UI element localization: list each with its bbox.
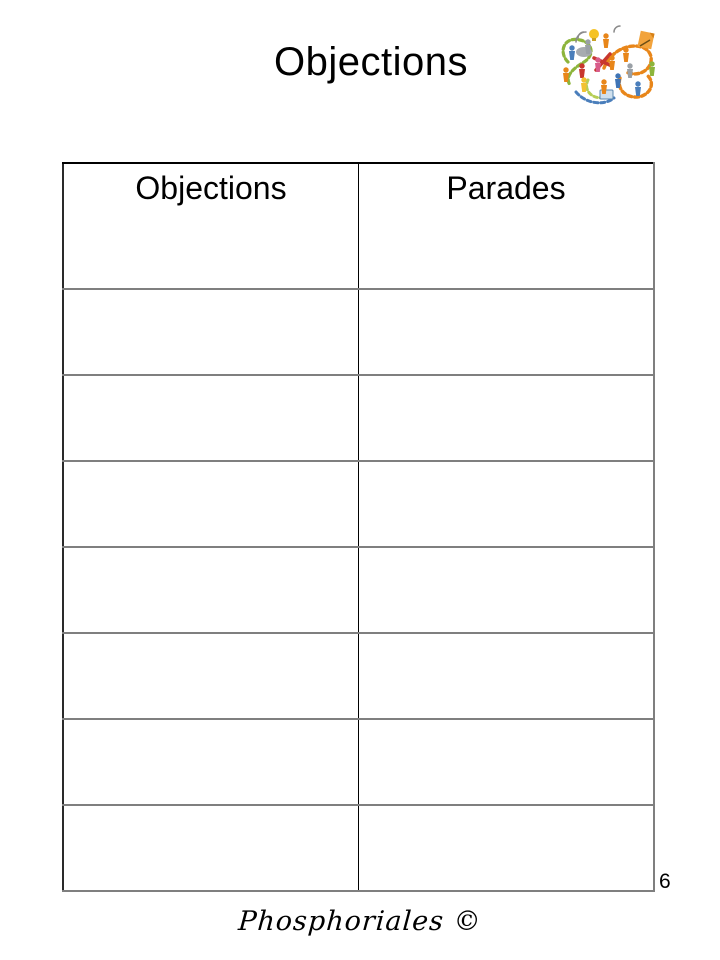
table-header-row bbox=[63, 163, 654, 289]
table-row bbox=[63, 633, 654, 719]
column-header-objections: Objections bbox=[63, 163, 359, 289]
table-cell-empty bbox=[63, 461, 359, 547]
table-row bbox=[63, 719, 654, 805]
table-cell-empty bbox=[63, 633, 359, 719]
table-cell-empty bbox=[359, 805, 655, 891]
table-cell-empty bbox=[359, 719, 655, 805]
people-collaboration-clipart-icon bbox=[554, 22, 662, 114]
column-header-parades: Parades bbox=[359, 163, 655, 289]
table-cell-empty bbox=[359, 375, 655, 461]
table-cell-empty bbox=[63, 805, 359, 891]
footer-brand: Phosphoriales © bbox=[237, 906, 483, 937]
table-row bbox=[63, 461, 654, 547]
table-cell-empty bbox=[63, 719, 359, 805]
table-row bbox=[63, 805, 654, 891]
objections-parades-table bbox=[62, 162, 655, 892]
table-cell-empty bbox=[63, 547, 359, 633]
table-cell-empty bbox=[359, 461, 655, 547]
page-title: Objections bbox=[274, 40, 468, 84]
table-cell-empty bbox=[359, 547, 655, 633]
table-row bbox=[63, 289, 654, 375]
page-number: 6 bbox=[659, 870, 671, 893]
table-cell-empty bbox=[359, 289, 655, 375]
table-row bbox=[63, 375, 654, 461]
table-cell-empty bbox=[359, 633, 655, 719]
table-body bbox=[63, 289, 654, 891]
table-cell-empty bbox=[63, 289, 359, 375]
table-row bbox=[63, 547, 654, 633]
table-cell-empty bbox=[63, 375, 359, 461]
